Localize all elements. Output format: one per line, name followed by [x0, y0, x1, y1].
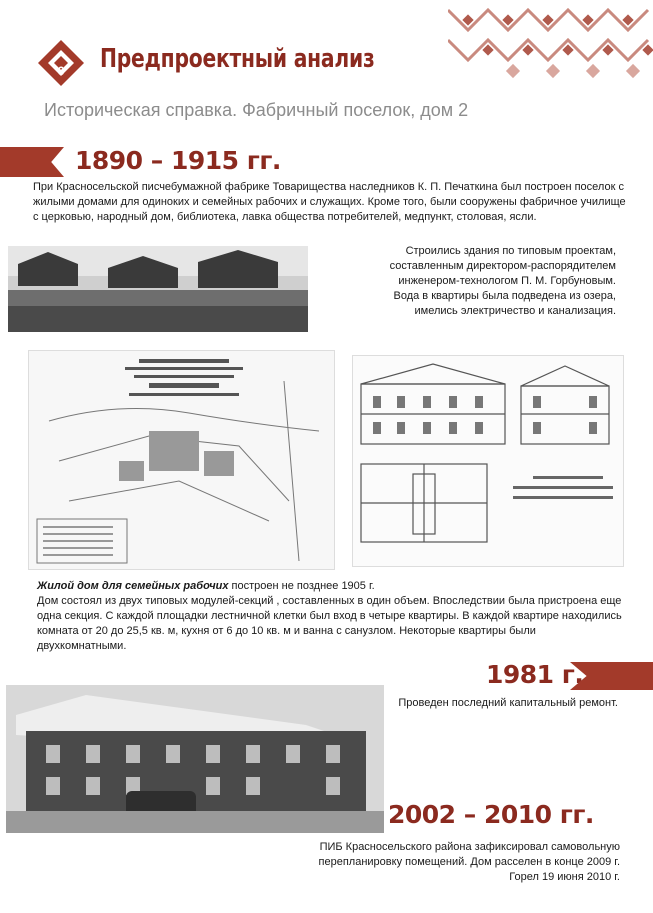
- page-number: 6: [57, 64, 65, 78]
- house-lead: Жилой дом для семейных рабочих: [37, 580, 229, 592]
- section2-text: Проведен последний капитальный ремонт.: [398, 697, 618, 709]
- section3-date: 2002 – 2010 гг.: [388, 800, 594, 829]
- note-line: инженером-технологом П. М. Горбуновым.: [398, 275, 616, 287]
- note-line: имелись электричество и канализация.: [414, 305, 616, 317]
- section1-note: [320, 244, 616, 319]
- note-line: Строились здания по типовым проектам,: [405, 245, 616, 257]
- section3-line: Горел 19 июня 2010 г.: [509, 871, 620, 883]
- ornament-pattern: [448, 0, 653, 80]
- factory-photo: [8, 246, 308, 332]
- house-desc-body: Дом состоял из двух типовых модулей-секций , составленных в один объем. Впоследствии была пристроена еще одна секция. С каждой площадки лестничной клетки был вход в четыре квартиры. В каждой квартире находились комната от 20 до 25,5 кв. м, кухня от 6 до 10 кв. м и ванна с санузлом. Некоторые квартиры были двухкомнатными.: [37, 595, 622, 652]
- site-plan-drawing: [28, 350, 335, 570]
- section1-intro: При Красносельской писчебумажной фабрике Товарищества наследников К. П. Печаткина был построен поселок с жилыми домами для одиноких и семейных рабочих и служащих. Кроме того, были сооружены фабричное училище с церковью, народный дом, библиотека, лавка общества потребителей, медпункт, столовая, ясли.: [33, 181, 626, 223]
- note-line: Вода в квартиры была подведена из озера,: [393, 290, 616, 302]
- house-description: [37, 579, 622, 654]
- section2-date: 1981 г.: [486, 660, 584, 689]
- section1-date: 1890 – 1915 гг.: [75, 146, 281, 175]
- page-subtitle: Историческая справка. Фабричный поселок, дом 2: [44, 100, 469, 120]
- section3-line: перепланировку помещений. Дом расселен в конце 2009 г.: [318, 856, 620, 868]
- section3-line: ПИБ Красносельского района зафиксировал самовольную: [319, 841, 620, 853]
- section3-text: [300, 840, 620, 885]
- building-photo: [6, 685, 384, 833]
- date-marker-arrow: [0, 147, 64, 177]
- page-title: Предпроектный анализ: [100, 44, 375, 74]
- logo-icon: [38, 40, 84, 86]
- house-drawings: [352, 355, 624, 567]
- house-lead-rest: построен не позднее 1905 г.: [228, 580, 375, 592]
- note-line: составленным директором-распорядителем: [389, 260, 616, 272]
